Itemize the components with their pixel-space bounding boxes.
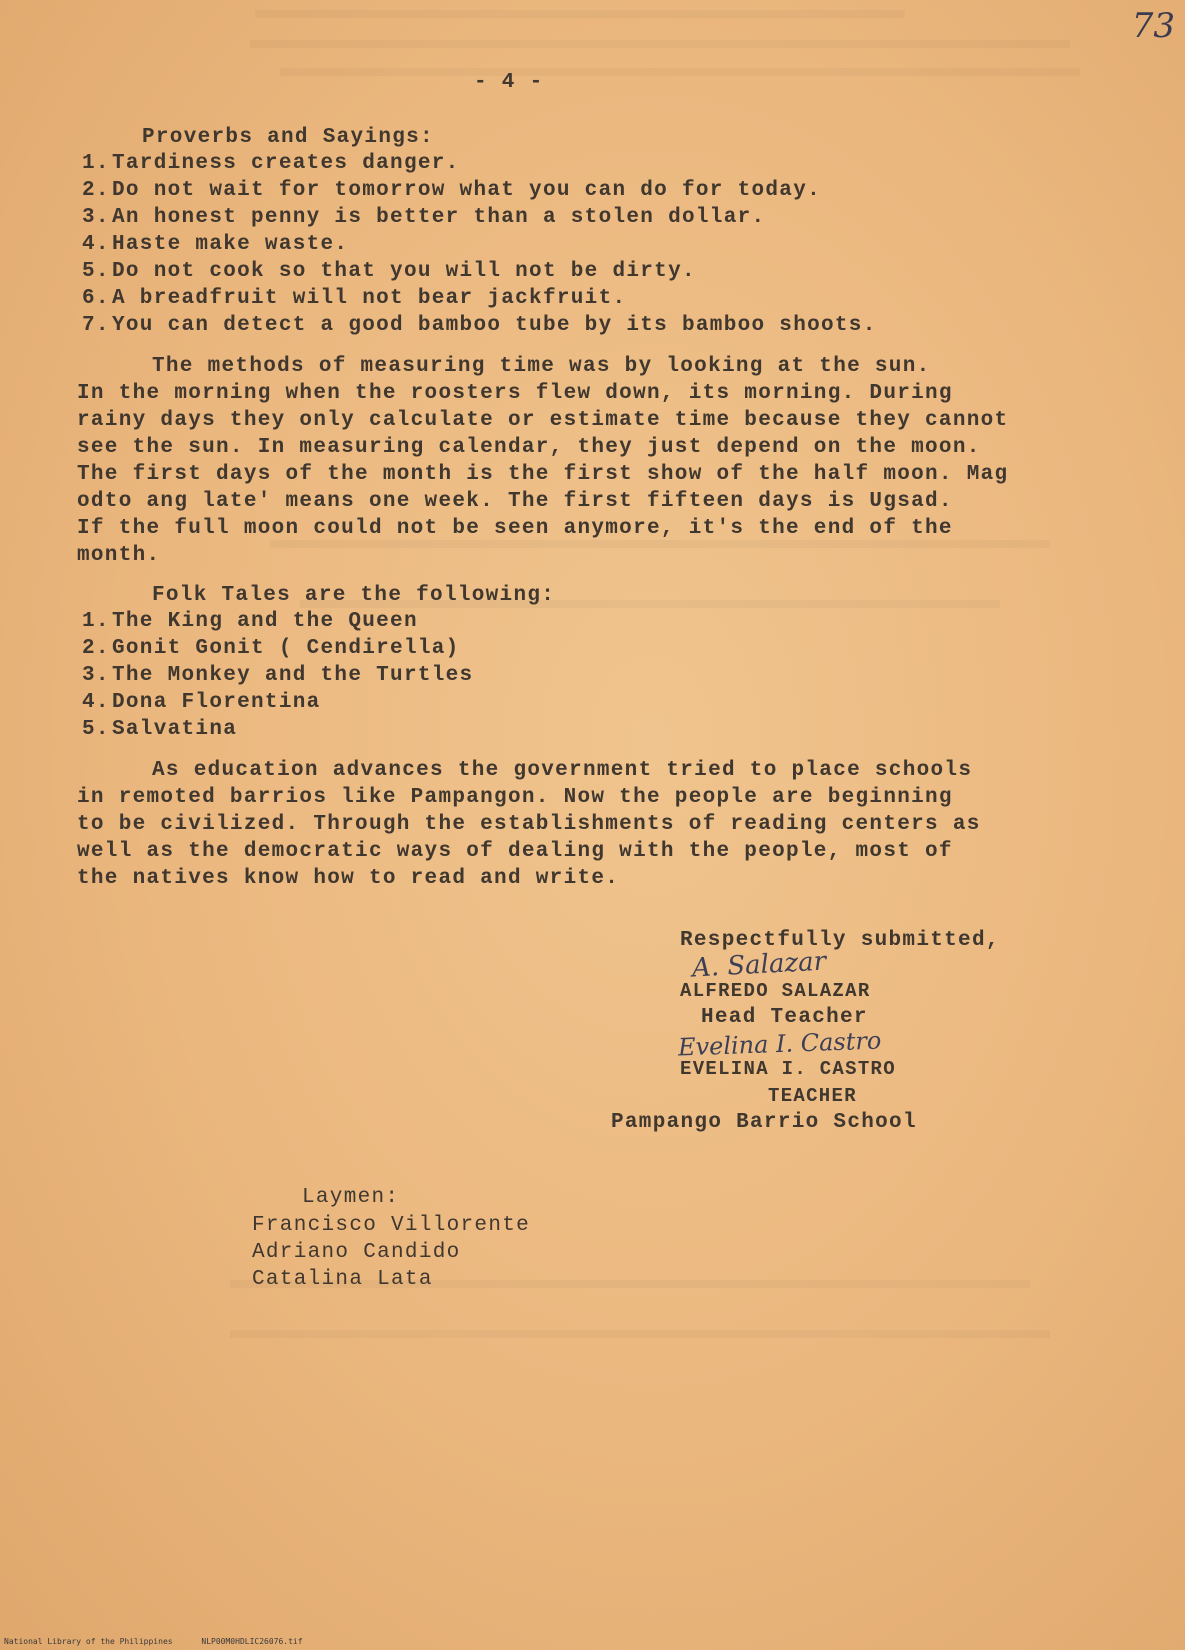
list-item (82, 718, 237, 741)
signature-salazar: A. Salazar (691, 946, 827, 984)
page-number-mark: 73 (1131, 6, 1175, 46)
closing-salutation: Respectfully submitted, (680, 929, 1000, 952)
list-item (82, 179, 821, 202)
item-text: The Monkey and the Turtles (112, 664, 474, 687)
item-number: 2. (82, 637, 110, 660)
list-item (82, 152, 460, 175)
paragraph-line: to be civilized. Through the establishments of reading centers as (77, 813, 981, 836)
title-head-teacher: Head Teacher (701, 1006, 868, 1029)
item-number: 6. (82, 287, 110, 310)
item-text: Gonit Gonit ( Cendirella) (112, 637, 460, 660)
list-item (82, 610, 418, 633)
item-number: 2. (82, 179, 110, 202)
item-number: 4. (82, 691, 110, 714)
item-number: 3. (82, 664, 110, 687)
item-text: An honest penny is better than a stolen dollar. (112, 206, 766, 229)
paragraph-line: the natives know how to read and write. (77, 867, 620, 890)
footer-library: National Library of the Philippines (4, 1637, 173, 1646)
paragraph-line: In the morning when the roosters flew down, its morning. During (77, 382, 953, 405)
item-text: Dona Florentina (112, 691, 321, 714)
footer-filename: NLP00M0HDLIC26076.tif (201, 1637, 303, 1646)
paragraph-line: As education advances the government tried to place schools (152, 759, 973, 782)
paragraph-line: month. (77, 544, 161, 567)
list-item (82, 314, 877, 337)
name-castro: EVELINA I. CASTRO (680, 1058, 896, 1080)
layman-name: Francisco Villorente (252, 1214, 531, 1237)
item-text: A breadfruit will not bear jackfruit. (112, 287, 627, 310)
paragraph-line: odto ang late' means one week. The first fifteen days is Ugsad. (77, 490, 953, 513)
title-teacher: TEACHER (768, 1085, 857, 1107)
item-text: Tardiness creates danger. (112, 152, 460, 175)
item-text: Salvatina (112, 718, 238, 741)
item-number: 1. (82, 152, 110, 175)
item-text: Haste make waste. (112, 233, 349, 256)
list-item (82, 691, 321, 714)
item-number: 4. (82, 233, 110, 256)
layman-name: Catalina Lata (252, 1268, 433, 1291)
paragraph-line: well as the democratic ways of dealing with the people, most of (77, 840, 953, 863)
list-item (82, 260, 696, 283)
item-number: 5. (82, 718, 110, 741)
list-item (82, 233, 348, 256)
list-item (82, 287, 626, 310)
list-item (82, 664, 473, 687)
layman-name: Adriano Candido (252, 1241, 461, 1264)
item-text: Do not cook so that you will not be dirty. (112, 260, 696, 283)
item-number: 3. (82, 206, 110, 229)
signature-castro: Evelina I. Castro (677, 1026, 882, 1062)
item-text: Do not wait for tomorrow what you can do for today. (112, 179, 822, 202)
laymen-heading: Laymen: (302, 1186, 400, 1209)
paragraph-line: If the full moon could not be seen anymore, it's the end of the (77, 517, 953, 540)
name-salazar: ALFREDO SALAZAR (680, 980, 871, 1002)
paragraph-line: The methods of measuring time was by looking at the sun. (152, 355, 931, 378)
paragraph-line: in remoted barrios like Pampangon. Now the people are beginning (77, 786, 953, 809)
list-item (82, 206, 765, 229)
folk-tales-heading: Folk Tales are the following: (152, 584, 556, 607)
item-number: 1. (82, 610, 110, 633)
proverbs-heading: Proverbs and Sayings: (142, 126, 434, 149)
item-text: The King and the Queen (112, 610, 418, 633)
page-label: - 4 - (474, 71, 544, 94)
paragraph-line: rainy days they only calculate or estimate time because they cannot (77, 409, 1009, 432)
school-name: Pampango Barrio School (611, 1111, 917, 1134)
item-text: You can detect a good bamboo tube by its bamboo shoots. (112, 314, 877, 337)
item-number: 5. (82, 260, 110, 283)
archive-footer (4, 1637, 1181, 1646)
paragraph-line: see the sun. In measuring calendar, they just depend on the moon. (77, 436, 981, 459)
paragraph-line: The first days of the month is the first show of the half moon. Mag (77, 463, 1009, 486)
list-item (82, 637, 460, 660)
item-number: 7. (82, 314, 110, 337)
